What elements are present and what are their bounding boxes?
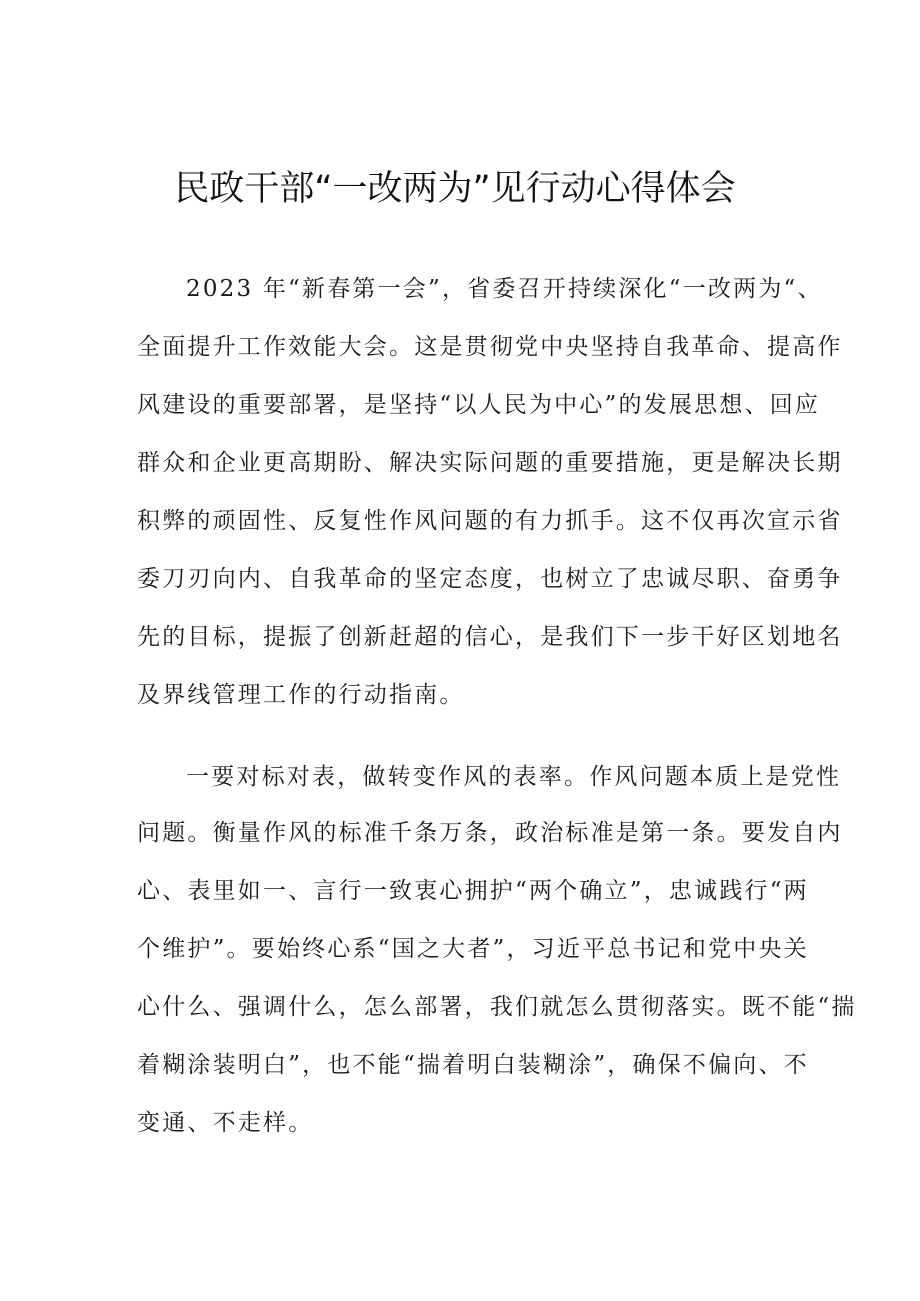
paragraph-1-line-5: 积弊的顽固性、反复性作风问题的有力抓手。这不仅再次宣示省: [137, 508, 843, 534]
paragraph-2-line-7: 变通、不走样。: [137, 1110, 314, 1136]
paragraph-1-line-6: 委刀刃向内、自我革命的坚定态度，也树立了忠诚尽职、奋勇争: [137, 566, 843, 592]
paragraph-2-line-4: 个维护”。要始终心系“国之大者”，习近平总书记和党中央关: [137, 936, 809, 962]
paragraph-1-line-4: 群众和企业更高期盼、解决实际问题的重要措施，更是解决长期: [137, 450, 843, 476]
paragraph-1-line-2: 全面提升工作效能大会。这是贯彻党中央坚持自我革命、提高作: [137, 334, 843, 360]
paragraph-2-line-5: 心什么、强调什么，怎么部署，我们就怎么贯彻落实。既不能“揣: [137, 994, 857, 1020]
paragraph-2-line-6: 着糊涂装明白”，也不能“揣着明白装糊涂”，确保不偏向、不: [137, 1052, 809, 1078]
paragraph-2-line-2: 问题。衡量作风的标准千条万条，政治标准是第一条。要发自内: [137, 820, 843, 846]
paragraph-2-line-3: 心、表里如一、言行一致衷心拥护“两个确立”，忠诚践行“两: [137, 878, 809, 904]
paragraph-1-line-1: 2023 年“新春第一会”，省委召开持续深化“一改两为“、: [186, 276, 823, 302]
paragraph-1-line-3: 风建设的重要部署，是坚持“以人民为中心”的发展思想、回应: [137, 392, 821, 418]
document-title: 民政干部“一改两为”见行动心得体会: [174, 169, 736, 209]
paragraph-2-line-1: 一要对标对表，做转变作风的表率。作风问题本质上是党性: [186, 764, 842, 790]
paragraph-1-line-7: 先的目标，提振了创新赶超的信心，是我们下一步干好区划地名: [137, 624, 843, 650]
paragraph-1-line-8: 及界线管理工作的行动指南。: [137, 682, 465, 708]
